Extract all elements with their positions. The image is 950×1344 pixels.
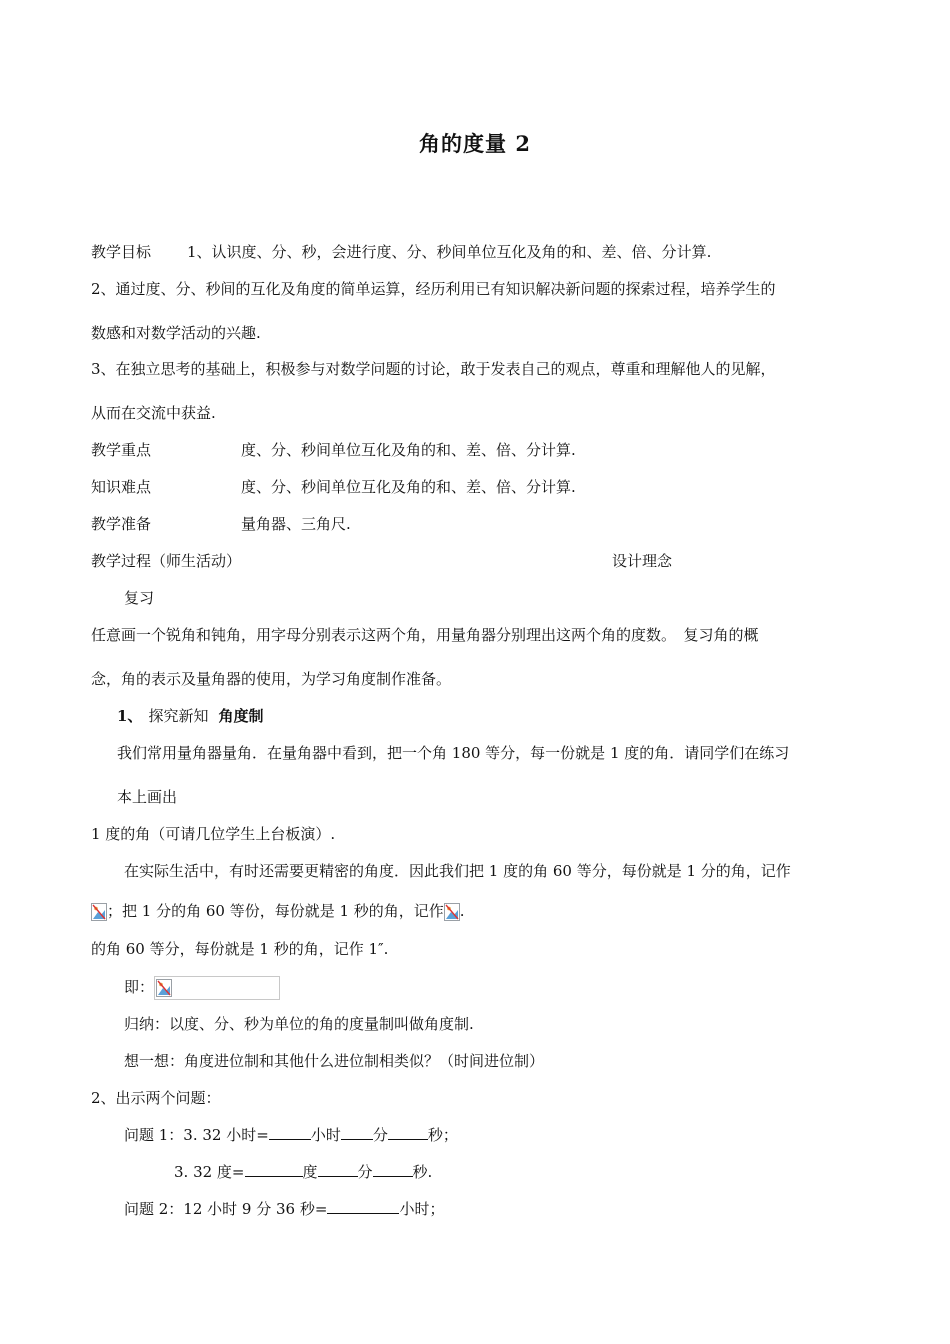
objective-item-3-line-2: 从而在交流中获益. <box>91 404 216 422</box>
explore-p1-line-2: 本上画出 <box>117 788 178 806</box>
question-2-unit-1: 小时； <box>399 1200 445 1218</box>
explore-p1-line-3: 1 度的角（可请几位学生上台板演）. <box>91 825 336 843</box>
objective-item-1: 1、认识度、分、秒，会进行度、分、秒间单位互化及角的和、差、倍、分计算. <box>187 243 712 261</box>
ji-label: 即： <box>124 978 155 996</box>
explore-p2-line-1: 在实际生活中，有时还需要更精密的角度．因此我们把 1 度的角 60 等分，每份就是 1 分的角，记作 <box>124 862 791 880</box>
broken-image-icon <box>444 903 460 921</box>
answer-blank[interactable] <box>318 1162 358 1177</box>
question-2-prefix: 问题 2：12 小时 9 分 36 秒= <box>124 1200 328 1218</box>
answer-blank[interactable] <box>245 1162 303 1177</box>
review-line-2: 念，角的表示及量角器的使用，为学习角度制作准备。 <box>91 670 452 688</box>
question-1b-prefix: 3. 32 度= <box>174 1163 245 1181</box>
explore-heading-row <box>117 706 263 726</box>
explore-heading: 探究新知 <box>148 707 209 725</box>
image-placeholder-box <box>154 976 280 1000</box>
preparation-label: 教学准备 <box>91 515 152 533</box>
explore-p2-line-2-text: ；把 1 分的角 60 等份，每份就是 1 秒的角，记作 <box>107 902 444 920</box>
think-text: 想一想：角度进位制和其他什么进位制相类似？（时间进位制） <box>124 1052 545 1070</box>
explore-p2-line-2 <box>91 901 465 921</box>
review-line-1: 任意画一个锐角和钝角，用字母分别表示这两个角，用量角器分别理出这两个角的度数。 复习角的概 <box>91 626 759 644</box>
answer-blank[interactable] <box>341 1125 373 1140</box>
answer-blank[interactable] <box>373 1162 413 1177</box>
objective-item-3-line-1: 3、在独立思考的基础上，积极参与对数学问题的讨论，敢于发表自己的观点，尊重和理解他人的见解， <box>91 360 776 378</box>
question-1-unit-3: 秒； <box>427 1126 458 1144</box>
objective-item-2-line-1: 2、通过度、分、秒间的互化及角度的简单运算，经历利用已有知识解决新问题的探索过程，培养学生的 <box>91 280 776 298</box>
ji-row <box>124 976 280 1000</box>
questions-heading: 2、出示两个问题： <box>91 1089 221 1107</box>
design-concept-label: 设计理念 <box>612 552 673 570</box>
explore-p1-line-1: 我们常用量角器量角．在量角器中看到，把一个角 180 等分，每一份就是 1 度的角．请同学们在练习 <box>117 744 790 762</box>
broken-image-icon <box>156 979 172 997</box>
page-title: 角的度量 2 <box>419 131 531 156</box>
key-point-label: 教学重点 <box>91 441 152 459</box>
explore-bold-heading: 角度制 <box>218 707 264 725</box>
question-1b-row <box>174 1162 432 1182</box>
answer-blank[interactable] <box>327 1199 399 1214</box>
review-heading: 复习 <box>124 589 155 607</box>
summary-text: 归纳：以度、分、秒为单位的角的度量制叫做角度制. <box>124 1015 474 1033</box>
objectives-row <box>91 242 711 262</box>
answer-blank[interactable] <box>388 1125 428 1140</box>
difficulty-label: 知识难点 <box>91 478 152 496</box>
difficulty-text: 度、分、秒间单位互化及角的和、差、倍、分计算. <box>241 478 576 496</box>
question-1-prefix: 问题 1：3. 32 小时= <box>124 1126 269 1144</box>
objectives-label: 教学目标 <box>91 243 152 261</box>
key-point-text: 度、分、秒间单位互化及角的和、差、倍、分计算. <box>241 441 576 459</box>
process-label: 教学过程（师生活动） <box>91 552 242 570</box>
explore-p2-line-3: 的角 60 等分，每份就是 1 秒的角，记作 1″. <box>91 940 389 958</box>
question-1-row <box>124 1125 458 1145</box>
answer-blank[interactable] <box>269 1125 311 1140</box>
question-1b-unit-3: 秒. <box>412 1163 433 1181</box>
preparation-text: 量角器、三角尺. <box>241 515 351 533</box>
objective-item-2-line-2: 数感和对数学活动的兴趣. <box>91 324 261 342</box>
question-1b-unit-2: 分 <box>357 1163 373 1181</box>
question-1-unit-1: 小时 <box>310 1126 341 1144</box>
broken-image-icon <box>91 903 107 921</box>
question-2-row <box>124 1199 444 1219</box>
question-1-unit-2: 分 <box>372 1126 388 1144</box>
question-1b-unit-1: 度 <box>302 1163 318 1181</box>
explore-p2-line-2-end: . <box>459 902 465 920</box>
explore-number: 1、 <box>117 707 143 725</box>
